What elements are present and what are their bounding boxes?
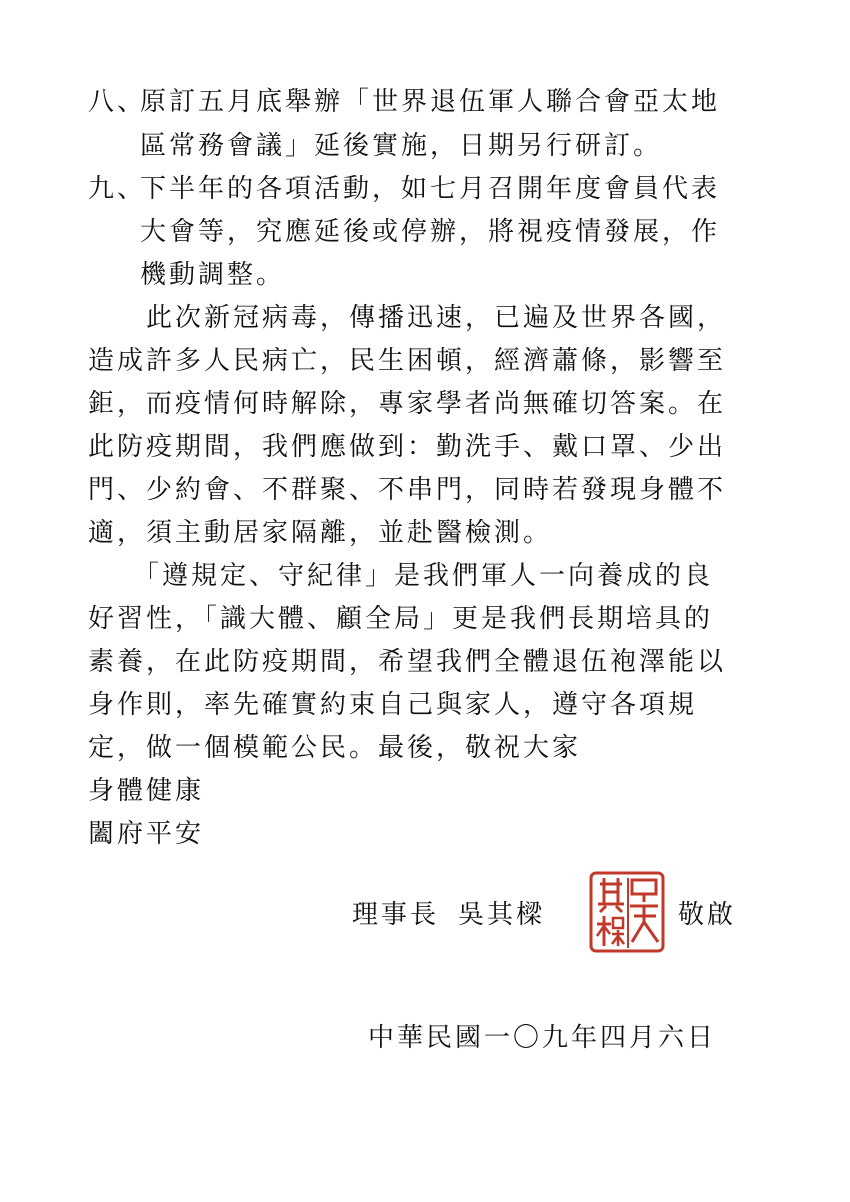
signature-name: 吳其樑 [458,900,546,930]
paragraph-line: 造成許多人民病亡，民生困頓，經濟蕭條，影響至 [88,346,727,376]
paragraph-line: 此防疫期間，我們應做到：勤洗手、戴口罩、少出 [88,432,727,462]
item-number: 八、 [88,87,147,117]
letter-date: 中華民國一〇九年四月六日 [368,1023,717,1053]
paragraph-line: 此次新冠病毒，傳播迅速，已遍及世界各國， [88,303,727,333]
paragraph-line: 素養，在此防疫期間，希望我們全體退伍袍澤能以 [88,647,727,677]
paragraph-line: 門、少約會、不群聚、不串門，同時若發現身體不 [88,475,727,505]
paragraph-line: 鉅，而疫情何時解除，專家學者尚無確切答案。在 [88,389,727,419]
blessing-line: 闔府平安 [88,819,205,849]
item-number: 九、 [88,174,147,204]
paragraph-line: 定，做一個模範公民。最後，敬祝大家 [88,733,582,763]
item-line: 機動調整。 [140,260,286,290]
signature-title: 理事長 [352,900,440,930]
paragraph-line: 好習性，「識大體、顧全局」更是我們長期培具的 [88,604,714,634]
item-line: 下半年的各項活動，如七月召開年度會員代表 [140,174,721,204]
paragraph-line: 適，須主動居家隔離，並赴醫檢測。 [88,518,553,548]
item-line: 原訂五月底舉辦「世界退伍軍人聯合會亞太地 [140,87,721,117]
blessing-line: 身體健康 [88,776,205,806]
item-line: 區常務會議」延後實施，日期另行研訂。 [140,131,663,161]
paragraph-line: 「遵規定、守紀律」是我們軍人一向養成的良 [88,561,714,591]
signature-closing: 敬啟 [678,900,737,930]
paragraph-line: 身作則，率先確實約束自己與家人，遵守各項規 [88,690,698,720]
item-line: 大會等，究應延後或停辦，將視疫情發展，作 [140,217,721,247]
official-seal-stamp [588,870,666,954]
